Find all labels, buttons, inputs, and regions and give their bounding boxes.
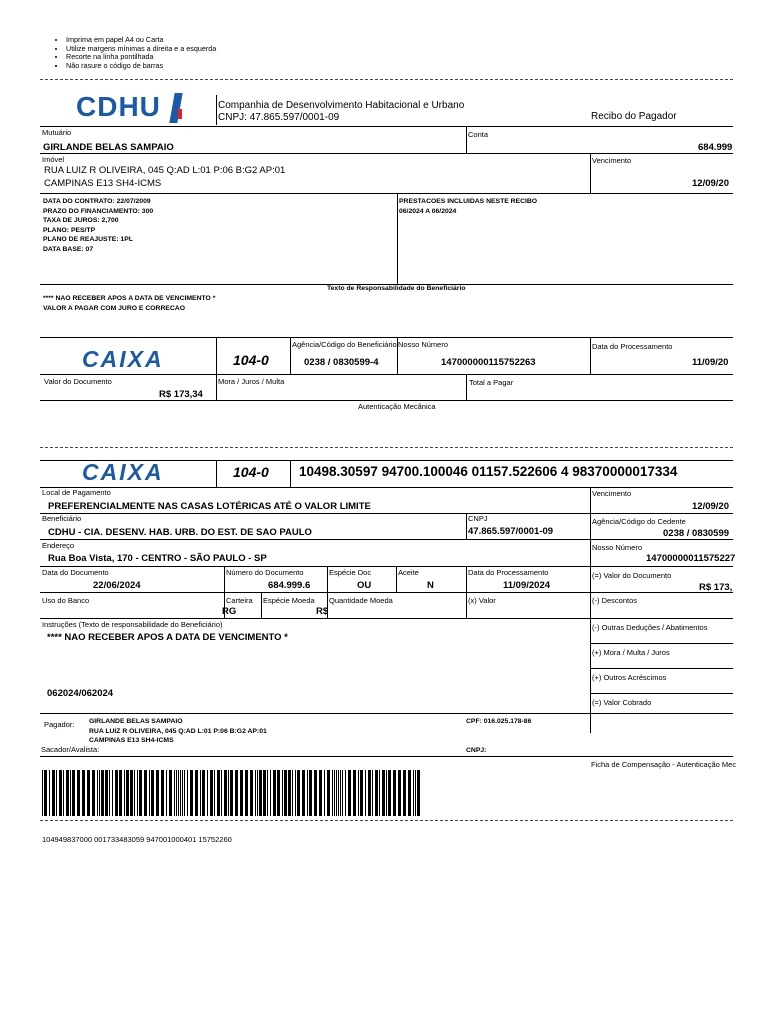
barcode-bar bbox=[149, 770, 150, 816]
total-label: Total a Pagar bbox=[469, 378, 514, 387]
barcode-bar bbox=[338, 770, 339, 816]
contract-line: PRAZO DO FINANCIAMENTO: 300 bbox=[43, 207, 154, 215]
instrucoes-label: Instruções (Texto de responsabilidade do Beneficiário) bbox=[42, 620, 223, 629]
barcode-bar bbox=[368, 770, 371, 816]
barcode-bar bbox=[348, 770, 351, 816]
barcode-bar bbox=[178, 770, 179, 816]
barcode-bar bbox=[97, 770, 98, 816]
barcode-bar bbox=[259, 770, 262, 816]
barcode-bar bbox=[324, 770, 325, 816]
barcode-bar bbox=[332, 770, 333, 816]
barcode-bar bbox=[151, 770, 154, 816]
barcode-bar bbox=[202, 770, 205, 816]
barcode-bar bbox=[144, 770, 147, 816]
contract-line: PLANO DE REAJUSTE: 1PL bbox=[43, 236, 133, 244]
barcode-bar bbox=[365, 770, 366, 816]
caixa-logo: CAIXA bbox=[82, 346, 164, 372]
barcode-bar bbox=[224, 770, 227, 816]
especie-moeda-label: Espécie Moeda bbox=[263, 596, 315, 605]
barcode-bar bbox=[52, 770, 55, 816]
barcode-bar bbox=[386, 770, 387, 816]
barcode-bar bbox=[119, 770, 122, 816]
data-doc-value: 22/06/2024 bbox=[93, 580, 141, 591]
barcode-bar bbox=[353, 770, 356, 816]
cut-line bbox=[40, 79, 733, 80]
pagador-label: Pagador: bbox=[44, 720, 75, 729]
barcode-bar bbox=[221, 770, 222, 816]
barcode-bar bbox=[207, 770, 208, 816]
vencimento-value: 12/09/20 bbox=[692, 501, 729, 512]
barcode-bar bbox=[44, 770, 47, 816]
barcode-bar bbox=[139, 770, 142, 816]
data-proc-label: Data do Processamento bbox=[468, 568, 549, 577]
agencia-label: Agência/Código do Beneficiário bbox=[292, 340, 397, 349]
barcode-bar bbox=[235, 770, 238, 816]
barcode-bar bbox=[319, 770, 322, 816]
barcode-bar bbox=[408, 770, 411, 816]
barcode-bar bbox=[66, 770, 69, 816]
texto-resp-label: Texto de Responsabilidade do Beneficiário bbox=[327, 285, 466, 292]
barcode-bar bbox=[382, 770, 385, 816]
aceite-value: N bbox=[427, 580, 434, 591]
endereco-label: Endereço bbox=[42, 541, 75, 550]
mora-label: (+) Mora / Multa / Juros bbox=[592, 648, 670, 657]
contract-line: TAXA DE JUROS: 2,700 bbox=[43, 217, 119, 225]
conta-label: Conta bbox=[468, 130, 489, 139]
carteira-label: Carteira bbox=[226, 596, 253, 605]
cnpj-value: 47.865.597/0001-09 bbox=[468, 526, 554, 537]
nosso-numero-label: Nosso Número bbox=[592, 543, 643, 552]
cdhu-logo-text: CDHU bbox=[76, 91, 161, 122]
bank-code: 104-0 bbox=[233, 352, 269, 368]
barcode-bar bbox=[240, 770, 243, 816]
barcode-bar bbox=[156, 770, 159, 816]
valor-doc-value: R$ 173, bbox=[699, 582, 733, 593]
imovel-line1: RUA LUIZ R OLIVEIRA, 045 Q:AD L:01 P:06 B:G2 AP:01 bbox=[44, 165, 286, 176]
barcode-bar bbox=[184, 770, 185, 816]
barcode-bar bbox=[340, 770, 341, 816]
vencimento-label: Vencimento bbox=[592, 489, 632, 498]
valor-doc-label: (=) Valor do Documento bbox=[592, 571, 672, 580]
numero-doc-label: Número do Documento bbox=[226, 568, 304, 577]
barcode-bar bbox=[288, 770, 291, 816]
print-instructions bbox=[52, 36, 216, 70]
barcode-bar bbox=[398, 770, 401, 816]
valor-doc-label: Valor do Documento bbox=[44, 377, 112, 386]
vencimento-label: Vencimento bbox=[592, 156, 632, 165]
aceite-label: Aceite bbox=[398, 568, 419, 577]
caixa-logo: CAIXA bbox=[82, 459, 164, 485]
mora-label: Mora / Juros / Multa bbox=[218, 377, 285, 386]
company-cnpj: CNPJ: 47.865.597/0001-09 bbox=[218, 112, 340, 123]
instrucao-line2: 062024/062024 bbox=[47, 688, 114, 699]
barcode-bar bbox=[109, 770, 110, 816]
barcode-bar bbox=[375, 770, 378, 816]
local-pagamento-label: Local de Pagamento bbox=[42, 488, 111, 497]
barcode-bar bbox=[137, 770, 138, 816]
barcode-bar bbox=[417, 770, 420, 816]
barcode-bar bbox=[124, 770, 125, 816]
barcode-bar bbox=[277, 770, 280, 816]
barcode-bar bbox=[42, 770, 43, 816]
sacador-cnpj: CNPJ: bbox=[466, 747, 487, 754]
endereco-value: Rua Boa Vista, 170 - CENTRO - SÃO PAULO - SP bbox=[48, 553, 267, 564]
prestacoes-label: PRESTACOES INCLUIDAS NESTE RECIBO bbox=[399, 198, 538, 205]
barcode-bar bbox=[228, 770, 229, 816]
valor-doc-value: R$ 173,34 bbox=[159, 389, 203, 400]
pagador-addr1: RUA LUIZ R OLIVEIRA, 045 Q:AD L:01 P:06 B:G2 AP:01 bbox=[89, 728, 267, 735]
barcode-bar bbox=[295, 770, 296, 816]
instrucao-line1: **** NAO RECEBER APOS A DATA DE VENCIMENTO * bbox=[47, 632, 288, 643]
barcode-bar bbox=[302, 770, 305, 816]
barcode-bar bbox=[176, 770, 177, 816]
conta-value: 684.999 bbox=[698, 142, 733, 153]
uso-banco-label: Uso do Banco bbox=[42, 596, 90, 605]
barcode-bar bbox=[255, 770, 256, 816]
vencimento-value: 12/09/20 bbox=[692, 178, 729, 189]
barcode-bar bbox=[314, 770, 317, 816]
barcode-bar bbox=[327, 770, 330, 816]
x-valor-label: (x) Valor bbox=[468, 596, 496, 605]
barcode-bar bbox=[245, 770, 248, 816]
prestacoes-value: 06/2024 A 06/2024 bbox=[399, 208, 457, 215]
local-pagamento-value: PREFERENCIALMENTE NAS CASAS LOTÉRICAS ATÉ O VALOR LIMITE bbox=[48, 501, 371, 512]
beneficiario-value: CDHU - CIA. DESENV. HAB. URB. DO EST. DE SAO PAULO bbox=[48, 527, 312, 538]
imovel-label: Imóvel bbox=[42, 155, 65, 164]
cut-line bbox=[40, 820, 733, 821]
barcode-bar bbox=[99, 770, 100, 816]
barcode-bar bbox=[134, 770, 135, 816]
descontos-label: (-) Descontos bbox=[592, 596, 638, 605]
receipt-title: Recibo do Pagador bbox=[591, 111, 677, 122]
barcode-bar bbox=[70, 770, 71, 816]
barcode-bar bbox=[267, 770, 268, 816]
pagador-addr2: CAMPINAS E13 SH4-ICMS bbox=[89, 737, 174, 744]
nosso-numero-value: 14700000011575227 bbox=[646, 553, 736, 564]
agencia-cedente-value: 0238 / 0830599 bbox=[663, 528, 730, 539]
data-proc-label: Data do Processamento bbox=[592, 342, 673, 351]
cdhu-logo bbox=[76, 93, 186, 123]
instruction-item: • Recorte na linha pontilhada bbox=[66, 53, 216, 62]
ficha-compensacao-label: Ficha de Compensação - Autenticação Mec bbox=[591, 760, 737, 769]
barcode-bar bbox=[87, 770, 90, 816]
mutuario-value: GIRLANDE BELAS SAMPAIO bbox=[43, 142, 174, 153]
cdhu-logo-accent bbox=[178, 109, 182, 119]
barcode-bar bbox=[105, 770, 108, 816]
instruction-item: • Imprima em papel A4 ou Carta bbox=[66, 36, 216, 45]
barcode-bar bbox=[270, 770, 271, 816]
barcode-bar bbox=[309, 770, 312, 816]
sacador-label: Sacador/Avalista: bbox=[41, 745, 100, 754]
outros-acrescimos-label: (+) Outros Acréscimos bbox=[592, 673, 667, 682]
barcode-bar bbox=[195, 770, 198, 816]
barcode-bar bbox=[273, 770, 276, 816]
carteira-value: RG bbox=[222, 606, 237, 617]
barcode-bar bbox=[130, 770, 133, 816]
especie-moeda-value: R$ bbox=[316, 606, 329, 617]
barcode-bar bbox=[413, 770, 414, 816]
especie-doc-label: Espécie Doc bbox=[329, 568, 372, 577]
barcode-bar bbox=[403, 770, 406, 816]
barcode-bar bbox=[59, 770, 62, 816]
instruction-item: • Não rasure o código de barras bbox=[66, 62, 216, 71]
barcode-bar bbox=[415, 770, 416, 816]
agencia-cedente-label: Agência/Código do Cedente bbox=[592, 517, 686, 526]
barcode-bar bbox=[307, 770, 308, 816]
barcode-bar bbox=[336, 770, 337, 816]
especie-doc-value: OU bbox=[357, 580, 372, 591]
barcode-bar bbox=[187, 770, 188, 816]
valor-cobrado-label: (=) Valor Cobrado bbox=[592, 698, 652, 707]
barcode-bar bbox=[257, 770, 258, 816]
barcode-bar bbox=[393, 770, 396, 816]
warning-line2: VALOR A PAGAR COM JURO E CORRECAO bbox=[43, 305, 185, 312]
bank-code: 104-0 bbox=[233, 464, 269, 480]
warning-line1: **** NAO RECEBER APOS A DATA DE VENCIMENTO * bbox=[43, 295, 216, 302]
barcode-bar bbox=[77, 770, 80, 816]
barcode-bar bbox=[214, 770, 215, 816]
barcode-bar bbox=[72, 770, 75, 816]
numero-doc-value: 684.999.6 bbox=[268, 580, 311, 591]
barcode-bar bbox=[92, 770, 95, 816]
outras-deducoes-label: (-) Outras Deduções / Abatimentos bbox=[592, 623, 708, 632]
data-proc-value: 11/09/2024 bbox=[503, 580, 551, 591]
data-doc-label: Data do Documento bbox=[42, 568, 109, 577]
barcode-bar bbox=[358, 770, 359, 816]
barcode-bar bbox=[182, 770, 183, 816]
barcode-bar bbox=[180, 770, 181, 816]
barcode-bar bbox=[388, 770, 391, 816]
barcode-bar bbox=[284, 770, 287, 816]
agencia-value: 0238 / 0830599-4 bbox=[304, 357, 379, 368]
barcode-bar bbox=[342, 770, 343, 816]
barcode-bar bbox=[210, 770, 213, 816]
imovel-line2: CAMPINAS E13 SH4-ICMS bbox=[44, 178, 162, 189]
company-name: Companhia de Desenvolvimento Habitacional e Urbano bbox=[218, 100, 465, 111]
barcode-bar bbox=[360, 770, 363, 816]
barcode-bar bbox=[82, 770, 85, 816]
barcode-bar bbox=[190, 770, 193, 816]
barcode-number: 104949837000 001733483059 947001000401 15752260 bbox=[42, 835, 232, 844]
barcode-bar bbox=[112, 770, 113, 816]
nosso-numero-label: Nosso Número bbox=[398, 340, 449, 349]
autenticacao-label: Autenticação Mecânica bbox=[358, 402, 436, 411]
barcode-bar bbox=[115, 770, 118, 816]
contract-line: DATA BASE: 07 bbox=[43, 245, 94, 253]
barcode-bar bbox=[166, 770, 167, 816]
contract-line: PLANO: PES/TP bbox=[43, 226, 96, 234]
beneficiario-label: Beneficiário bbox=[42, 514, 82, 523]
barcode-bar bbox=[345, 770, 346, 816]
pagador-cpf: CPF: 016.025.178-86 bbox=[466, 718, 532, 725]
barcode-bar bbox=[56, 770, 57, 816]
barcode-bar bbox=[334, 770, 335, 816]
nosso-numero-value: 147000000115752263 bbox=[441, 357, 536, 368]
barcode-bar bbox=[63, 770, 64, 816]
contract-line: DATA DO CONTRATO: 22/07/2009 bbox=[43, 198, 151, 205]
barcode-bar bbox=[169, 770, 172, 816]
barcode-bar bbox=[49, 770, 50, 816]
barcode-bar bbox=[174, 770, 175, 816]
pagador-name: GIRLANDE BELAS SAMPAIO bbox=[89, 718, 183, 725]
cnpj-label: CNPJ bbox=[468, 514, 488, 523]
barcode-bar bbox=[250, 770, 253, 816]
barcode-bar bbox=[230, 770, 233, 816]
data-proc-value: 11/09/20 bbox=[692, 357, 729, 368]
barcode-bar bbox=[263, 770, 266, 816]
barcode-bar bbox=[372, 770, 373, 816]
barcode-bar bbox=[292, 770, 293, 816]
linha-digitavel: 10498.30597 94700.100046 01157.522606 4 98370000017334 bbox=[299, 464, 678, 479]
instruction-item: • Utilize margens mínimas a direita e a esquerda bbox=[66, 45, 216, 54]
barcode-bar bbox=[379, 770, 380, 816]
barcode-bar bbox=[217, 770, 220, 816]
barcode-bar bbox=[200, 770, 201, 816]
barcode bbox=[42, 770, 422, 816]
barcode-bar bbox=[282, 770, 283, 816]
quantidade-label: Quantidade Moeda bbox=[329, 596, 393, 605]
cut-line bbox=[40, 447, 733, 448]
mutuario-label: Mutuário bbox=[42, 128, 72, 137]
barcode-bar bbox=[161, 770, 164, 816]
contract-details bbox=[43, 197, 153, 255]
barcode-bar bbox=[297, 770, 300, 816]
barcode-bar bbox=[101, 770, 104, 816]
barcode-bar bbox=[126, 770, 129, 816]
